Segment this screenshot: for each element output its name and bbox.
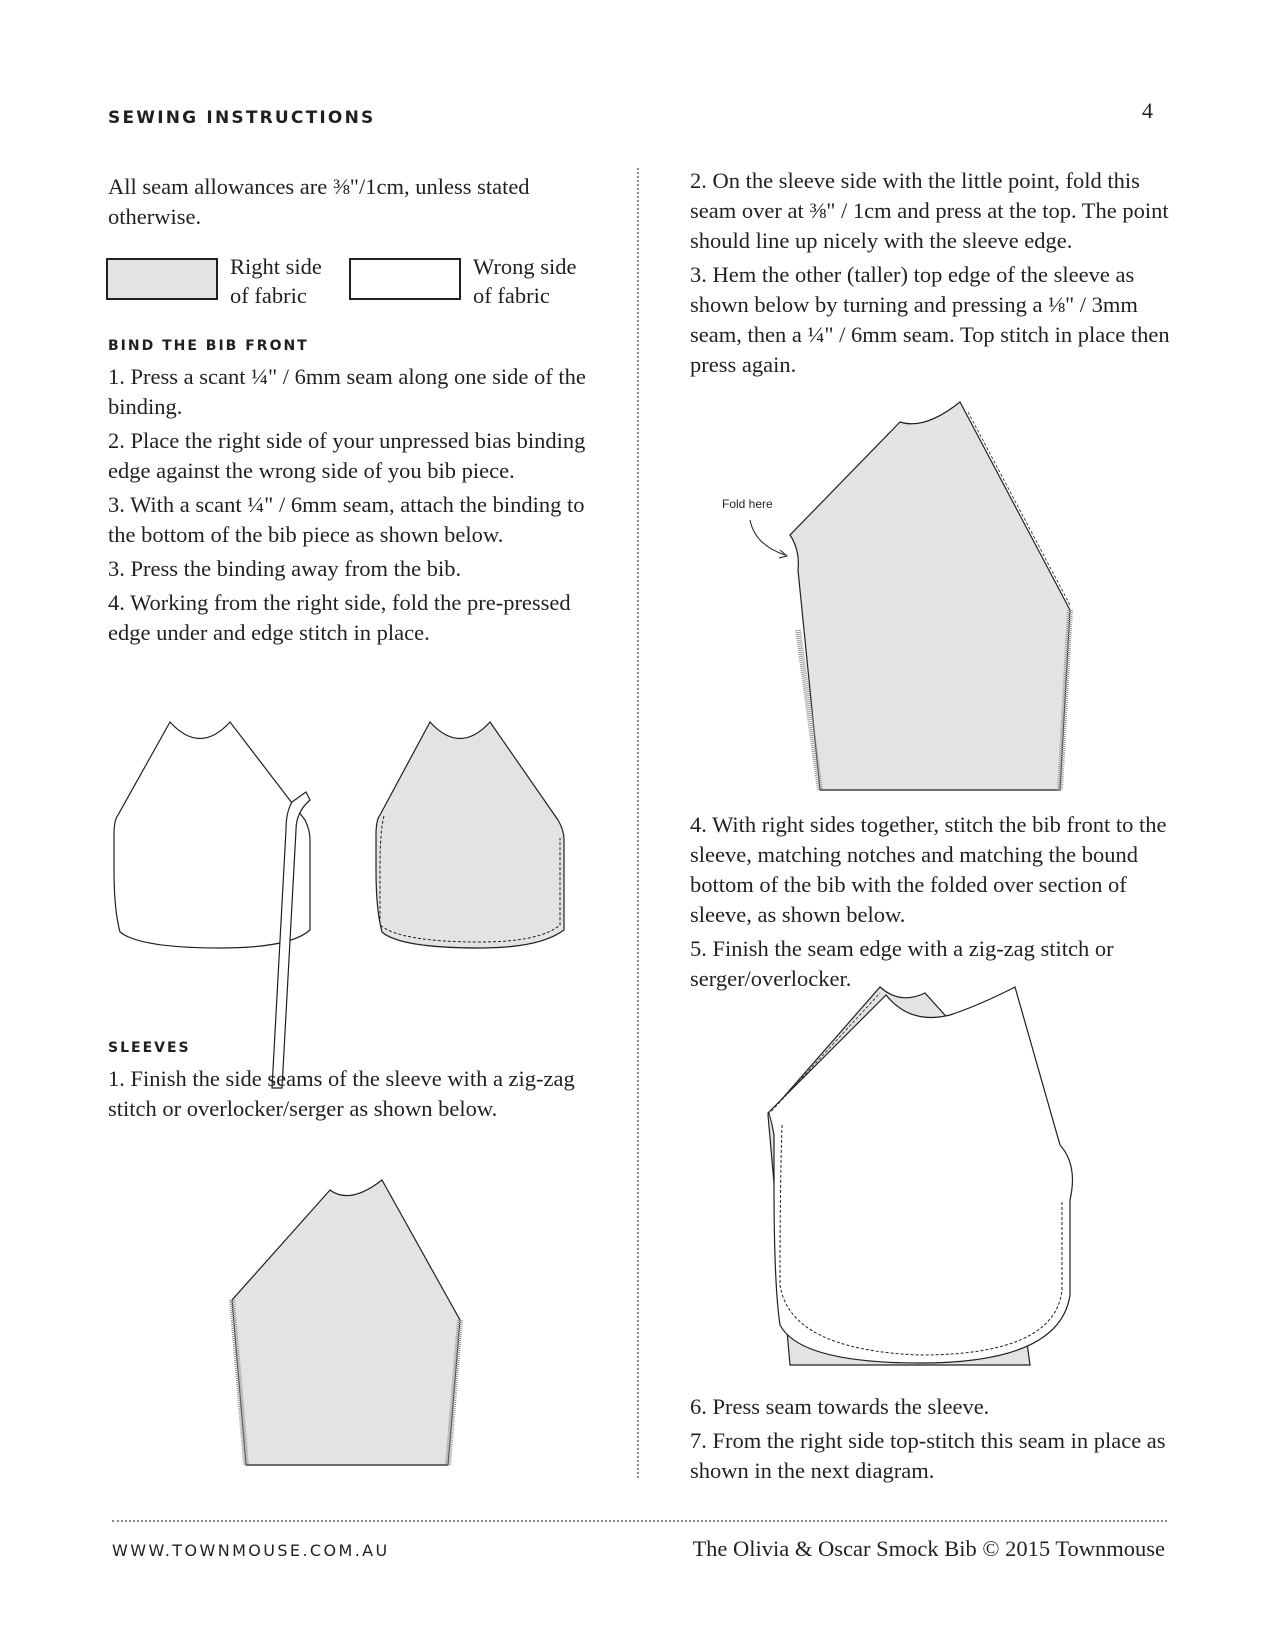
bind-step: 1. Press a scant ¼" / 6mm seam along one side of the binding. [108,364,586,419]
subheading-sleeves: SLEEVES [108,1040,191,1056]
sleeve-fold-diagram [700,400,1120,790]
column-divider [637,168,639,1478]
wrong-side-swatch [349,258,461,300]
sleeve-step: 7. From the right side top-stitch this seam in place as shown in the next diagram. [690,1428,1166,1483]
sleeve-step: 6. Press seam towards the sleeve. [690,1394,990,1419]
bind-step: 3. Press the binding away from the bib. [108,556,462,581]
footer-copyright: The Olivia & Oscar Smock Bib © 2015 Townmouse [692,1536,1165,1561]
right-side-label: Right side of fabric [230,254,322,308]
sleeve-step: 1. Finish the side seams of the sleeve with a zig-zag stitch or overlocker/serger as shown below. [108,1066,575,1121]
sleeve-step: 3. Hem the other (taller) top edge of the sleeve as shown below by turning and pressing a ⅛" / 3mm seam, then a ¼" / 6mm seam. Top stitch in place then press again. [690,262,1170,377]
wrong-side-label: Wrong side of fabric [473,254,577,308]
sleeves-section [108,1040,588,1128]
page-number: 4 [1142,98,1153,123]
bib-binding-diagram [100,720,580,1080]
sleeve-zigzag-diagram [230,1170,470,1470]
right-column-middle [690,810,1170,998]
sleeve-step: 2. On the sleeve side with the little point, fold this seam over at ⅜" / 1cm and press at the top. The point should line up nicely with the sleeve edge. [690,168,1169,253]
right-column-top [690,166,1170,384]
right-column-bottom [690,1392,1170,1490]
sleeve-step: 4. With right sides together, stitch the bib front to the sleeve, matching notches and matching the bound bottom of the bib with the folded over section of sleeve, as shown below. [690,812,1167,927]
bind-step: 3. With a scant ¼" / 6mm seam, attach the binding to the bottom of the bib piece as shown below. [108,492,585,547]
footer-website: WWW.TOWNMOUSE.COM.AU [112,1541,390,1560]
fabric-legend [106,254,588,310]
fold-here-label: Fold here [722,497,773,511]
bib-sleeve-assembly-diagram [760,985,1090,1385]
left-column [108,172,588,236]
right-side-swatch [106,258,218,300]
sleeve-step: 5. Finish the seam edge with a zig-zag stitch or serger/overlocker. [690,936,1114,991]
bind-step: 4. Working from the right side, fold the pre-pressed edge under and edge stitch in place. [108,590,571,645]
intro-text: All seam allowances are ⅜"/1cm, unless stated otherwise. [108,174,530,229]
subheading-bind-bib: BIND THE BIB FRONT [108,338,309,354]
footer-divider [112,1520,1167,1522]
section-header: SEWING INSTRUCTIONS [108,108,376,128]
bind-step: 2. Place the right side of your unpressed bias binding edge against the wrong side of you bib piece. [108,428,586,483]
bind-bib-section [108,338,588,652]
